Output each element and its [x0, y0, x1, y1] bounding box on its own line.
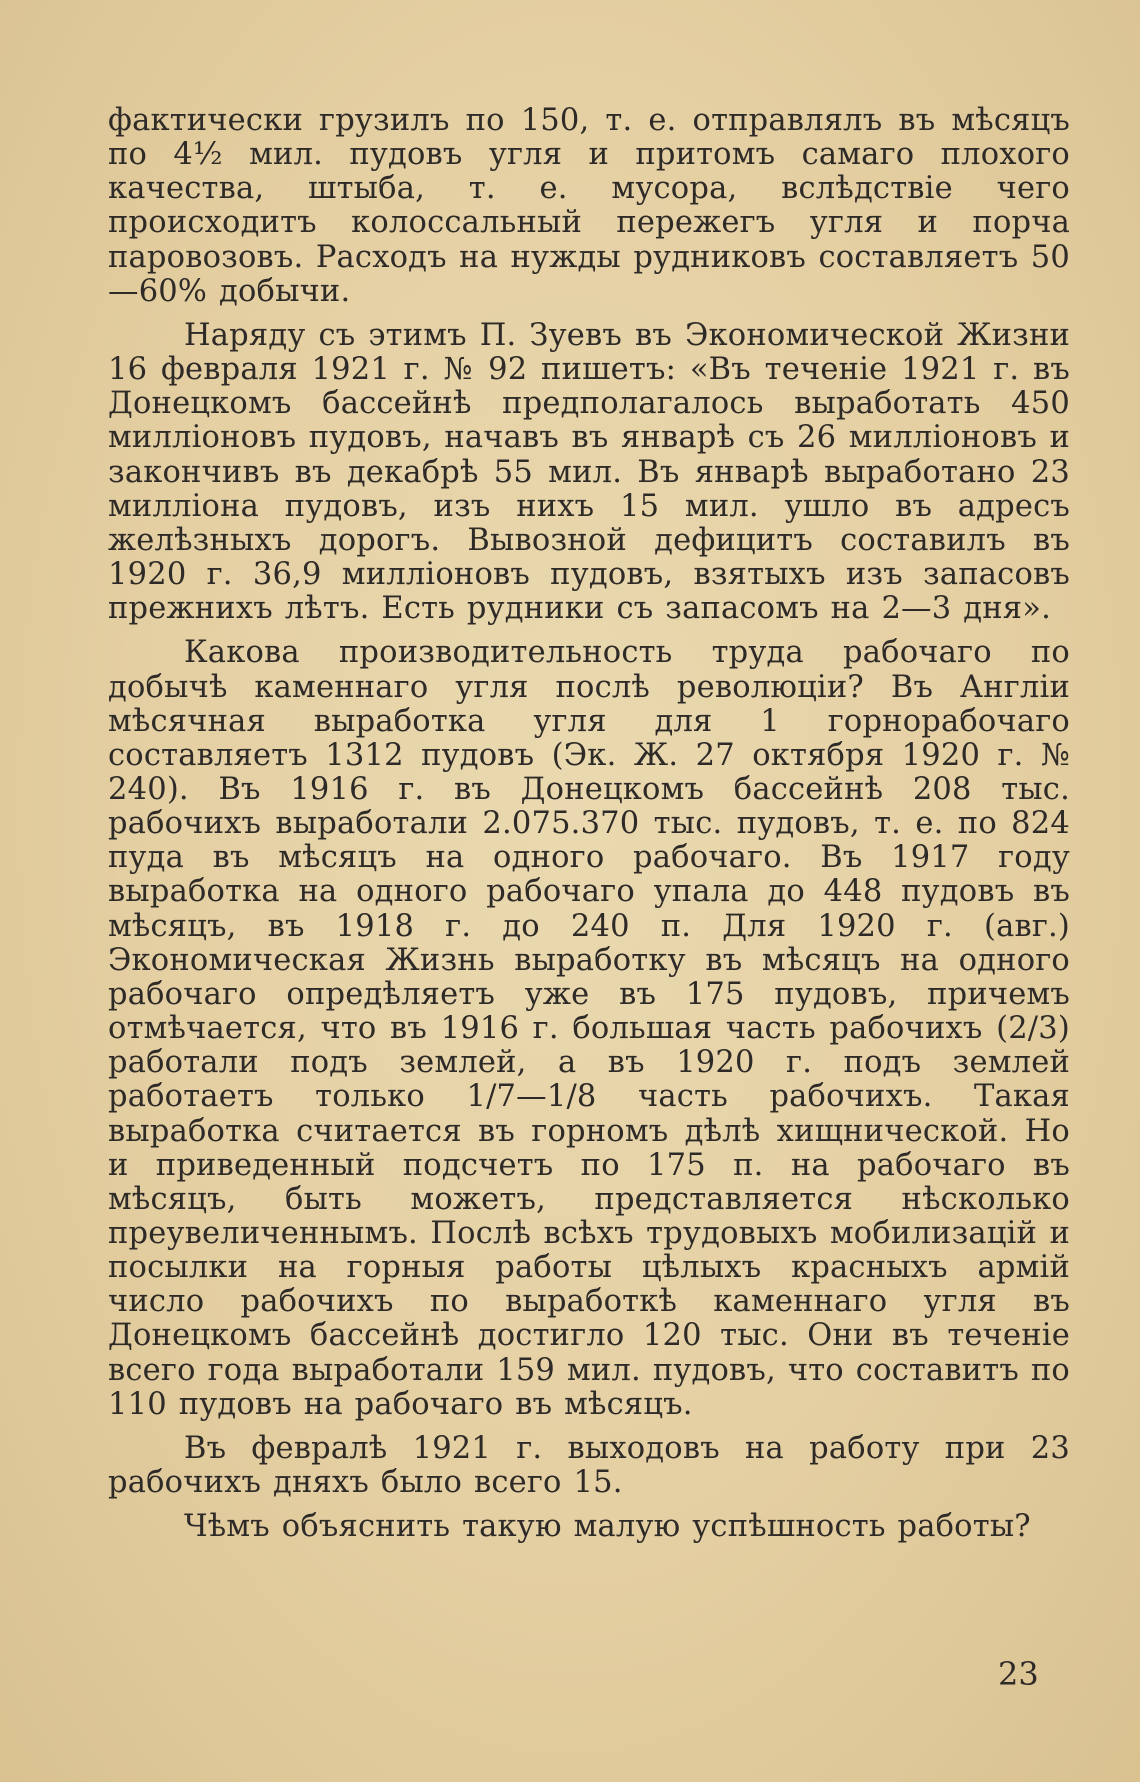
paragraph-coal-shipments: фактически грузилъ по 150, т. е. отправлялъ въ мѣсяцъ по 4½ мил. пудовъ угля и притомъ самаго плохого качества, штыба, т. е. мусора, вслѣдствіе чего происходитъ колоссальный пережегъ угля и порча паровозовъ. Расходъ на нужды рудниковъ составляетъ 50—60% добычи.: [108, 103, 1070, 309]
paragraph-february-shifts: Въ февралѣ 1921 г. выходовъ на работу при 23 рабочихъ дняхъ было всего 15.: [108, 1430, 1070, 1501]
page-number: 23: [998, 1655, 1039, 1693]
paragraph-zuev-quote: Наряду съ этимъ П. Зуевъ въ Экономической Жизни 16 февраля 1921 г. № 92 пишетъ: «Въ теченіе 1921 г. въ Донецкомъ бассейнѣ предполагалось выработать 450 милліоновъ пудовъ, начавъ въ январѣ съ 26 милліоновъ и закончивъ въ декабрѣ 55 мил. Въ январѣ выработано 23 милліона пудовъ, изъ нихъ 15 мил. ушло въ адресъ желѣзныхъ дорогъ. Вывозной дефицитъ составилъ въ 1920 г. 36,9 милліоновъ пудовъ, взятыхъ изъ запасовъ прежнихъ лѣтъ. Есть рудники съ запасомъ на 2—3 дня».: [108, 317, 1070, 627]
paragraph-closing-question: Чѣмъ объяснить такую малую успѣшность работы?: [184, 1509, 1031, 1545]
body-text: [108, 104, 1070, 1544]
paragraph-labor-productivity: Какова производительность труда рабочаго по добычѣ каменнаго угля послѣ революціи? Въ Англіи мѣсячная выработка угля для 1 горнорабочаго составляетъ 1312 пудовъ (Эк. Ж. 27 октября 1920 г. № 240). Въ 1916 г. въ Донецкомъ бассейнѣ 208 тыс. рабочихъ выработали 2.075.370 тыс. пудовъ, т. е. по 824 пуда въ мѣсяцъ на одного рабочаго. Въ 1917 году выработка на одного рабочаго упала до 448 пудовъ въ мѣсяцъ, въ 1918 г. до 240 п. Для 1920 г. (авг.) Экономическая Жизнь выработку въ мѣсяцъ на одного рабочаго опредѣляетъ уже въ 175 пудовъ, причемъ отмѣчается, что въ 1916 г. большая часть рабочихъ (2/3) работали подъ землей, а въ 1920 г. подъ землей работаетъ только 1/7—1/8 часть рабочихъ. Такая выработка считается въ горномъ дѣлѣ хищнической. Но и приведенный подсчетъ по 175 п. на рабочаго въ мѣсяцъ, быть можетъ, представляется нѣсколько преувеличеннымъ. Послѣ всѣхъ трудовыхъ мобилизацій и посылки на горныя работы цѣлыхъ красныхъ армій число рабочихъ по выработкѣ каменнаго угля въ Донецкомъ бассейнѣ достигло 120 тыс. Они въ теченіе всего года выработали 159 мил. пудовъ, что составитъ по 110 пудовъ на рабочаго въ мѣсяцъ.: [108, 635, 1070, 1422]
